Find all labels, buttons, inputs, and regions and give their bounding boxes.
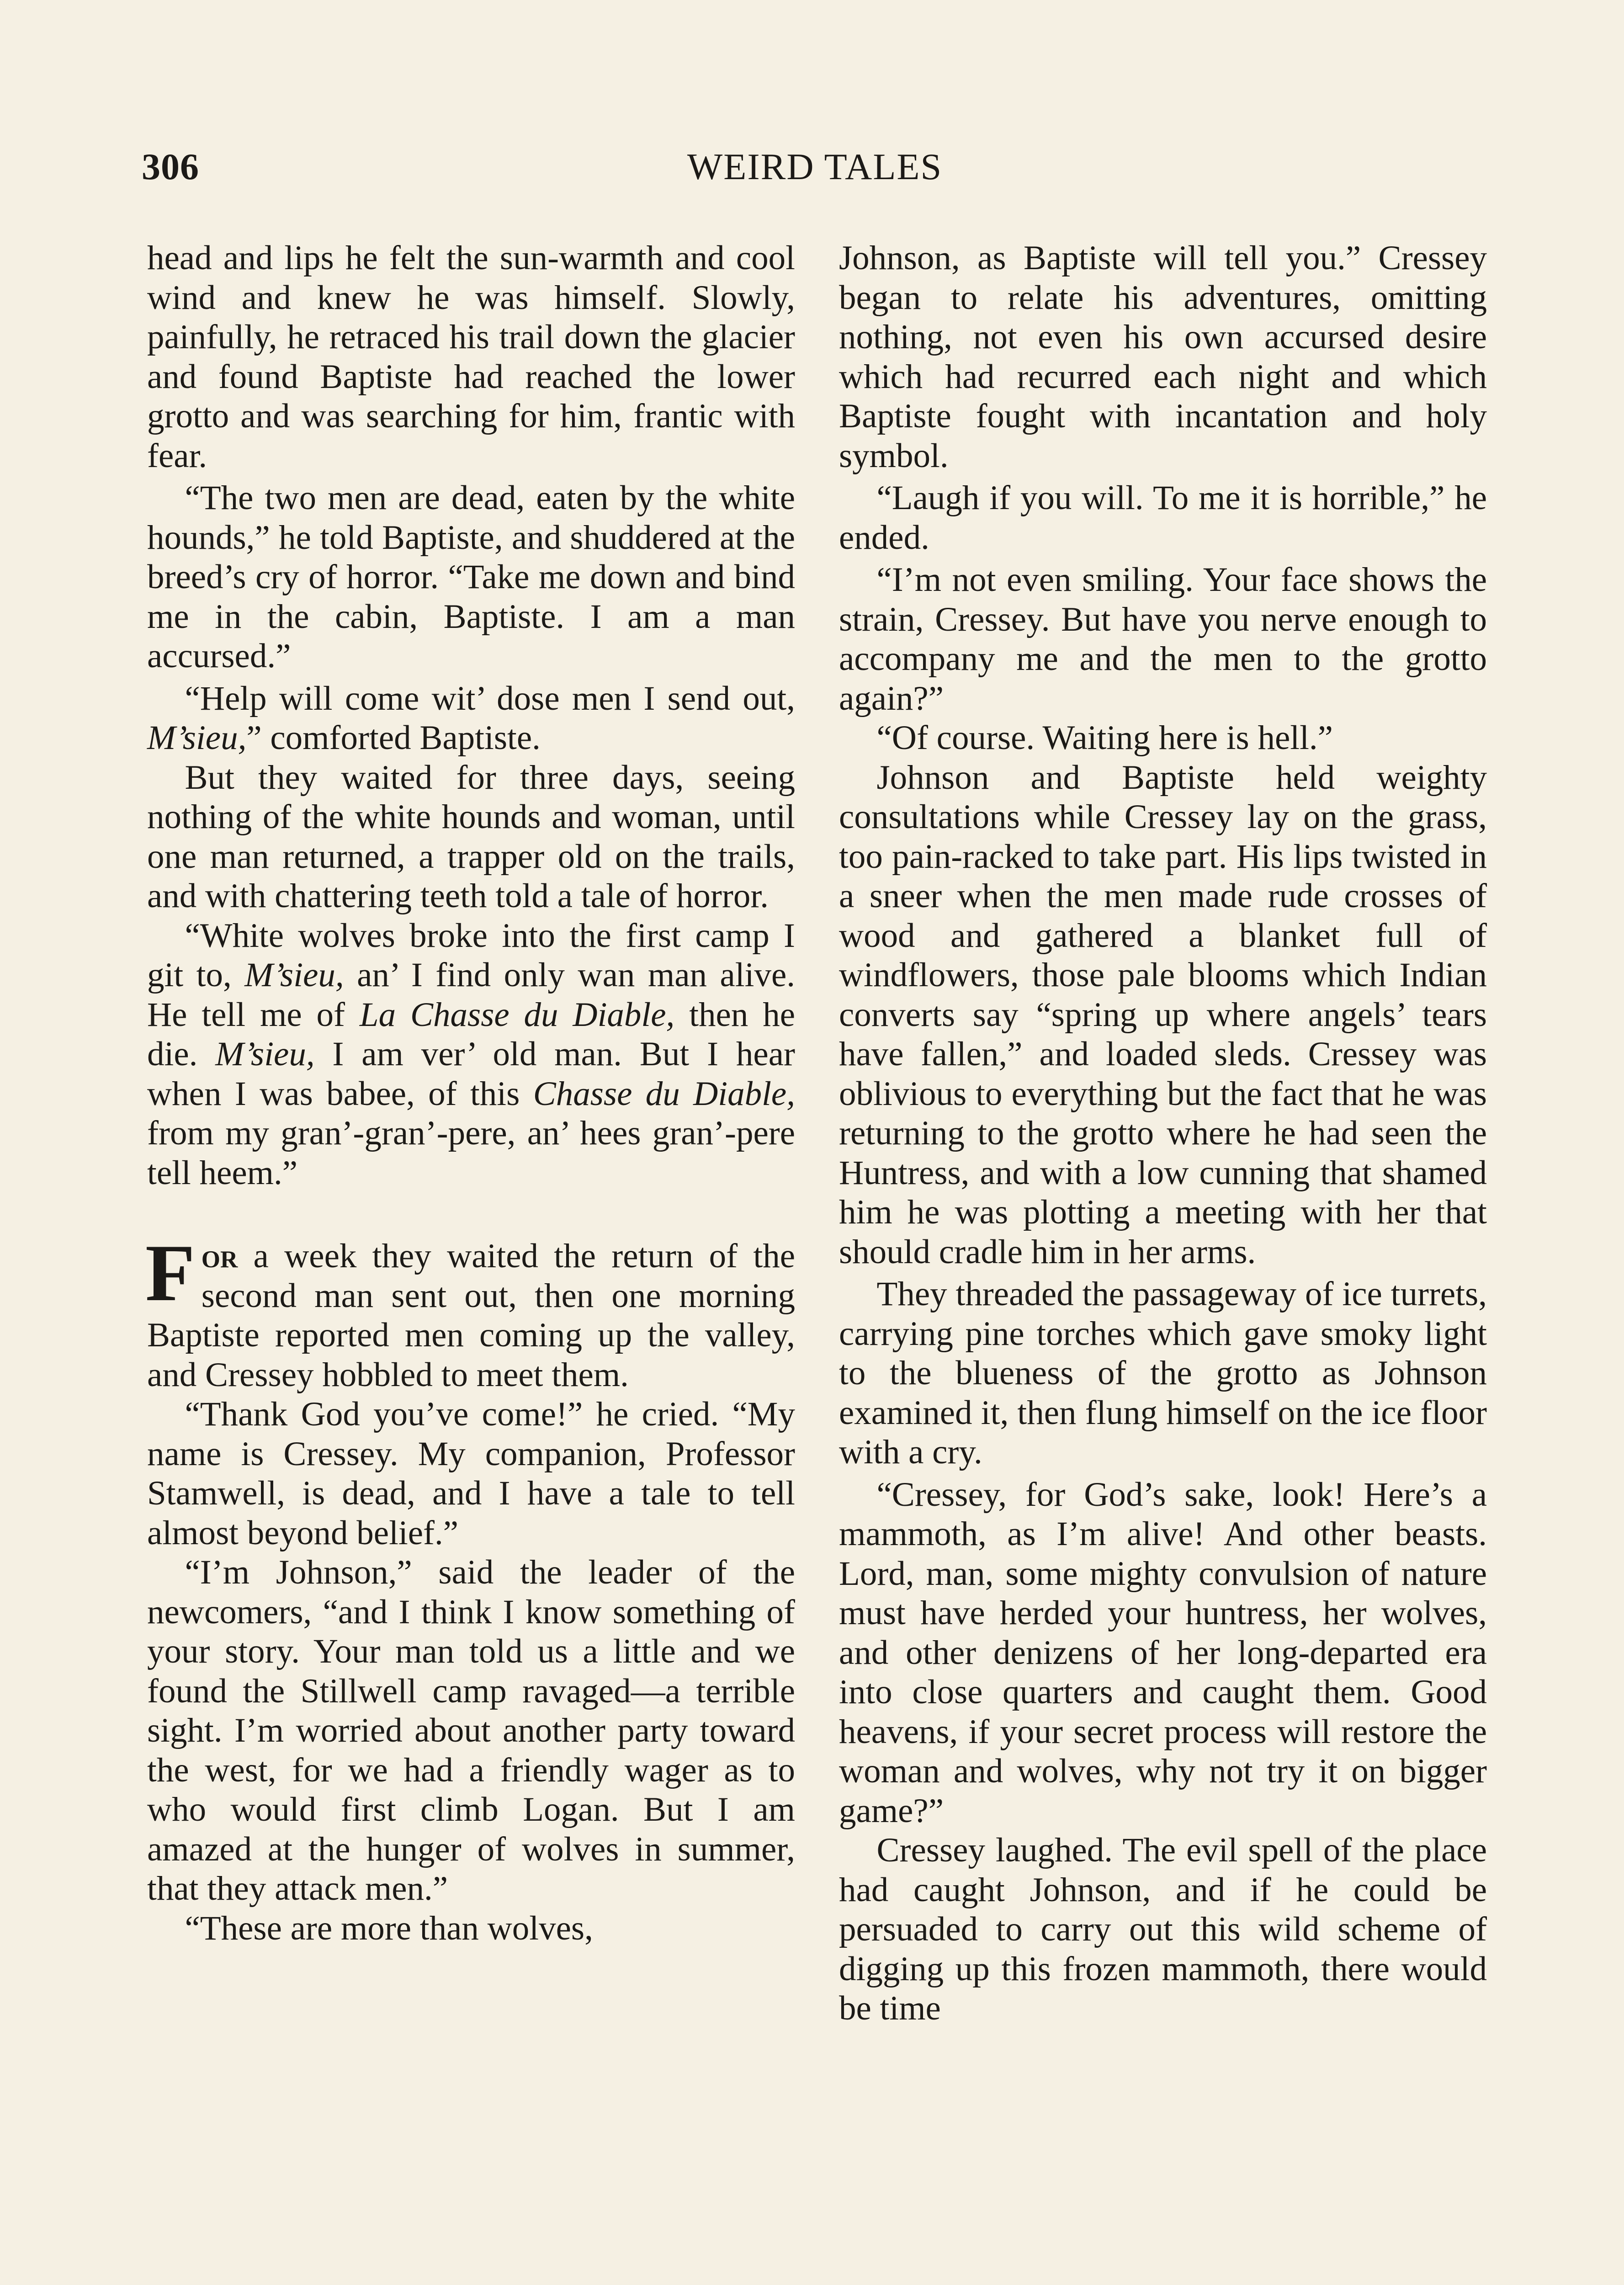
page-header xyxy=(142,145,1488,196)
paragraph: “Cressey, for God’s sake, look! Here’s a mammoth, as I’m alive! And other beasts. Lord, man, some mighty convulsion of nature must have herded your huntress, her wolves, and other denizens of her long-departed era into close quarters and caught them. Good heavens, if your secret process will restore the woman and wolves, why not try it on bigger game?” xyxy=(839,1475,1487,1830)
paragraph: “Laugh if you will. To me it is horrible,” he ended. xyxy=(839,479,1487,557)
italic-text-run: La Chasse du Diable, xyxy=(359,995,675,1034)
paragraph: They threaded the passageway of ice turrets, carrying pine torches which gave smoky light to the blueness of the grotto as Johnson examined it, then flung himself on the ice floor with a cry. xyxy=(839,1275,1487,1471)
text-run: an’ I find only wan man alive. He tell me of xyxy=(147,956,796,1034)
italic-text-run: M’sieu, xyxy=(244,956,344,994)
italic-text-run: M’sieu, xyxy=(215,1035,315,1073)
text-run: a week they waited the return of the second man sent out, then one morning Baptiste reported men coming up the valley, and Cressey hobbled to meet them. xyxy=(147,1237,795,1394)
paragraph: Johnson, as Baptiste will tell you.” Cressey began to relate his adventures, omitting nothing, not even his own accursed desire which had recurred each night and which Baptiste fought with incantation and holy symbol. xyxy=(839,239,1487,475)
paragraph: But they waited for three days, seeing nothing of the white hounds and woman, until one man returned, a trapper old on the trails, and with chattering teeth told a tale of horror. xyxy=(147,758,795,915)
text-run: from my gran’-gran’-pere, an’ hees gran’-pere tell heem.” xyxy=(147,1114,795,1192)
section-start-paragraph xyxy=(145,1228,795,1395)
text-run: I am ver’ old man. But I hear when I was babee, of this xyxy=(147,1035,795,1113)
running-title: WEIRD TALES xyxy=(687,146,943,187)
paragraph: Cressey laughed. The evil spell of the place had caught Johnson, and if he could be persuaded to carry out this wild scheme of digging up this frozen mammoth, there would be time xyxy=(839,1831,1487,2027)
paragraph xyxy=(147,679,795,758)
small-caps-run: or xyxy=(201,1237,238,1275)
paragraph: “The two men are dead, eaten by the white hounds,” he told Baptiste, and shuddered at the breed’s cry of horror. “Take me down and bind me in the cabin, Baptiste. I am a man accursed.” xyxy=(147,479,795,675)
text-run: then he die. xyxy=(147,995,795,1073)
paragraph: “These are more than wolves, xyxy=(185,1909,593,1947)
text-run: ” comforted Baptiste. xyxy=(246,719,541,757)
paragraph: “I’m Johnson,” said the leader of the newcomers, “and I think I know something of your story. Your man told us a little and we found the Stillwell camp ravaged—a terrible sight. I’m worried about another party toward the west, for we had a friendly wager as to who would first climb Logan. But I am amazed at the hunger of wolves in summer, that they attack men.” xyxy=(147,1553,795,1908)
paragraph: head and lips he felt the sun-warmth and cool wind and knew he was himself. Slowly, painfully, he retraced his trail down the glacier and found Baptiste had reached the lower grotto and was searching for him, frantic with fear. xyxy=(147,239,795,475)
left-column xyxy=(147,239,795,1948)
italic-text-run: Chasse du Diable, xyxy=(533,1074,795,1113)
paragraph xyxy=(147,916,795,1193)
paragraph: Johnson and Baptiste held weighty consultations while Cressey lay on the grass, too pain-racked to take part. His lips twisted in a sneer when the men made rude crosses of wood and gathered a blanket full of windflowers, those pale blooms which Indian converts say “spring up where angels’ tears have fallen,” and loaded sleds. Cressey was oblivious to everything but the fact that he was returning to the grotto where he had seen the Huntress, and with a low cunning that shamed him he was plotting a meeting with her that should cradle him in her arms. xyxy=(839,758,1487,1271)
italic-text-run: M’sieu, xyxy=(147,719,247,757)
text-run: “Help will come wit’ dose men I send out, xyxy=(185,679,795,717)
page-number: 306 xyxy=(142,146,199,187)
drop-cap: F xyxy=(145,1228,195,1318)
text-run: “White wolves broke into the first camp I git to, xyxy=(147,916,795,994)
right-column xyxy=(839,239,1487,2029)
paragraph: “Thank God you’ve come!” he cried. “My name is Cressey. My companion, Professor Stamwell, is dead, and I have a tale to tell almost beyond belief.” xyxy=(147,1395,795,1552)
paragraph: “I’m not even smiling. Your face shows the strain, Cressey. But have you nerve enough to accompany me and the men to the grotto again?” xyxy=(839,561,1487,717)
paragraph: “Of course. Waiting here is hell.” xyxy=(876,719,1333,757)
